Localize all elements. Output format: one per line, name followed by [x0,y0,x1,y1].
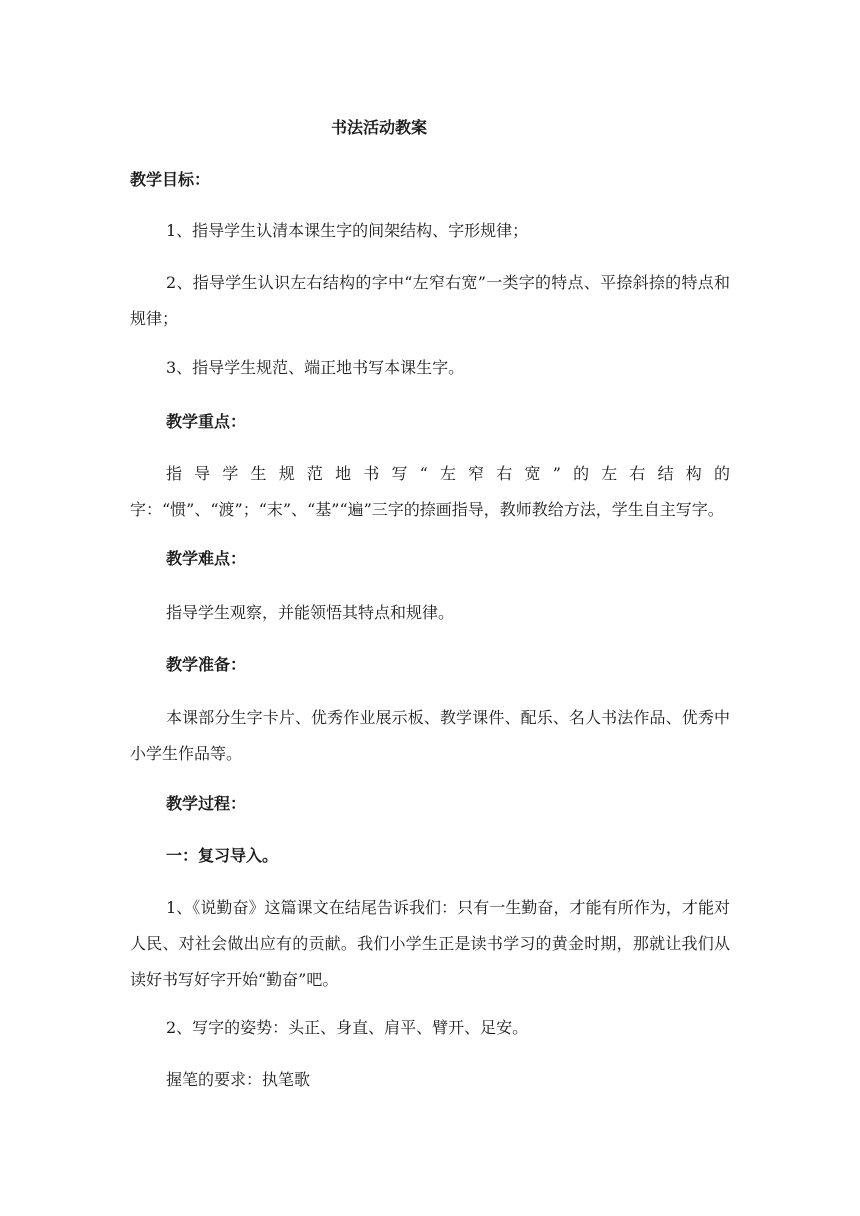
goal-item-1: 1、指导学生认清本课生字的间架结构、字形规律； [166,221,529,240]
preparation-text: 本课部分生字卡片、优秀作业展示板、教学课件、配乐、名人书法作品、优秀中小学生作品等。 [130,708,730,763]
step1-item-2: 2、写字的姿势：头正、身直、肩平、臂开、足安。 [166,1018,529,1037]
key-points-text: 指导学生规范地书写“左窄右宽”的左右结构的字：“惯”、“渡”；“末”、“基”“遍”三字的捺画指导，教师教给方法，学生自主写字。 [130,464,730,519]
difficulty-heading: 教学难点： [166,549,247,568]
goal-item-3: 3、指导学生规范、端正地书写本课生字。 [166,358,465,377]
goal-item-2: 2、指导学生认识左右结构的字中“左窄右宽”一类字的特点、平捺斜捺的特点和规律； [130,273,730,328]
step1-heading: 一：复习导入。 [166,846,279,865]
goals-heading: 教学目标： [130,170,211,189]
step1-item-1: 1、《说勤奋》这篇课文在结尾告诉我们：只有一生勤奋，才能有所作为，才能对人民、对社会做出应有的贡献。我们小学生正是读书学习的黄金时期，那就让我们从读好书写好字开始“勤奋”吧。 [130,898,730,989]
difficulty-text: 指导学生观察，并能领悟其特点和规律。 [166,603,455,622]
preparation-heading: 教学准备： [166,655,247,674]
key-points-heading: 教学重点： [166,412,247,431]
process-heading: 教学过程： [166,794,247,813]
grip-requirements: 握笔的要求：执笔歌 [166,1070,311,1089]
document-title: 书法活动教案 [331,118,428,137]
